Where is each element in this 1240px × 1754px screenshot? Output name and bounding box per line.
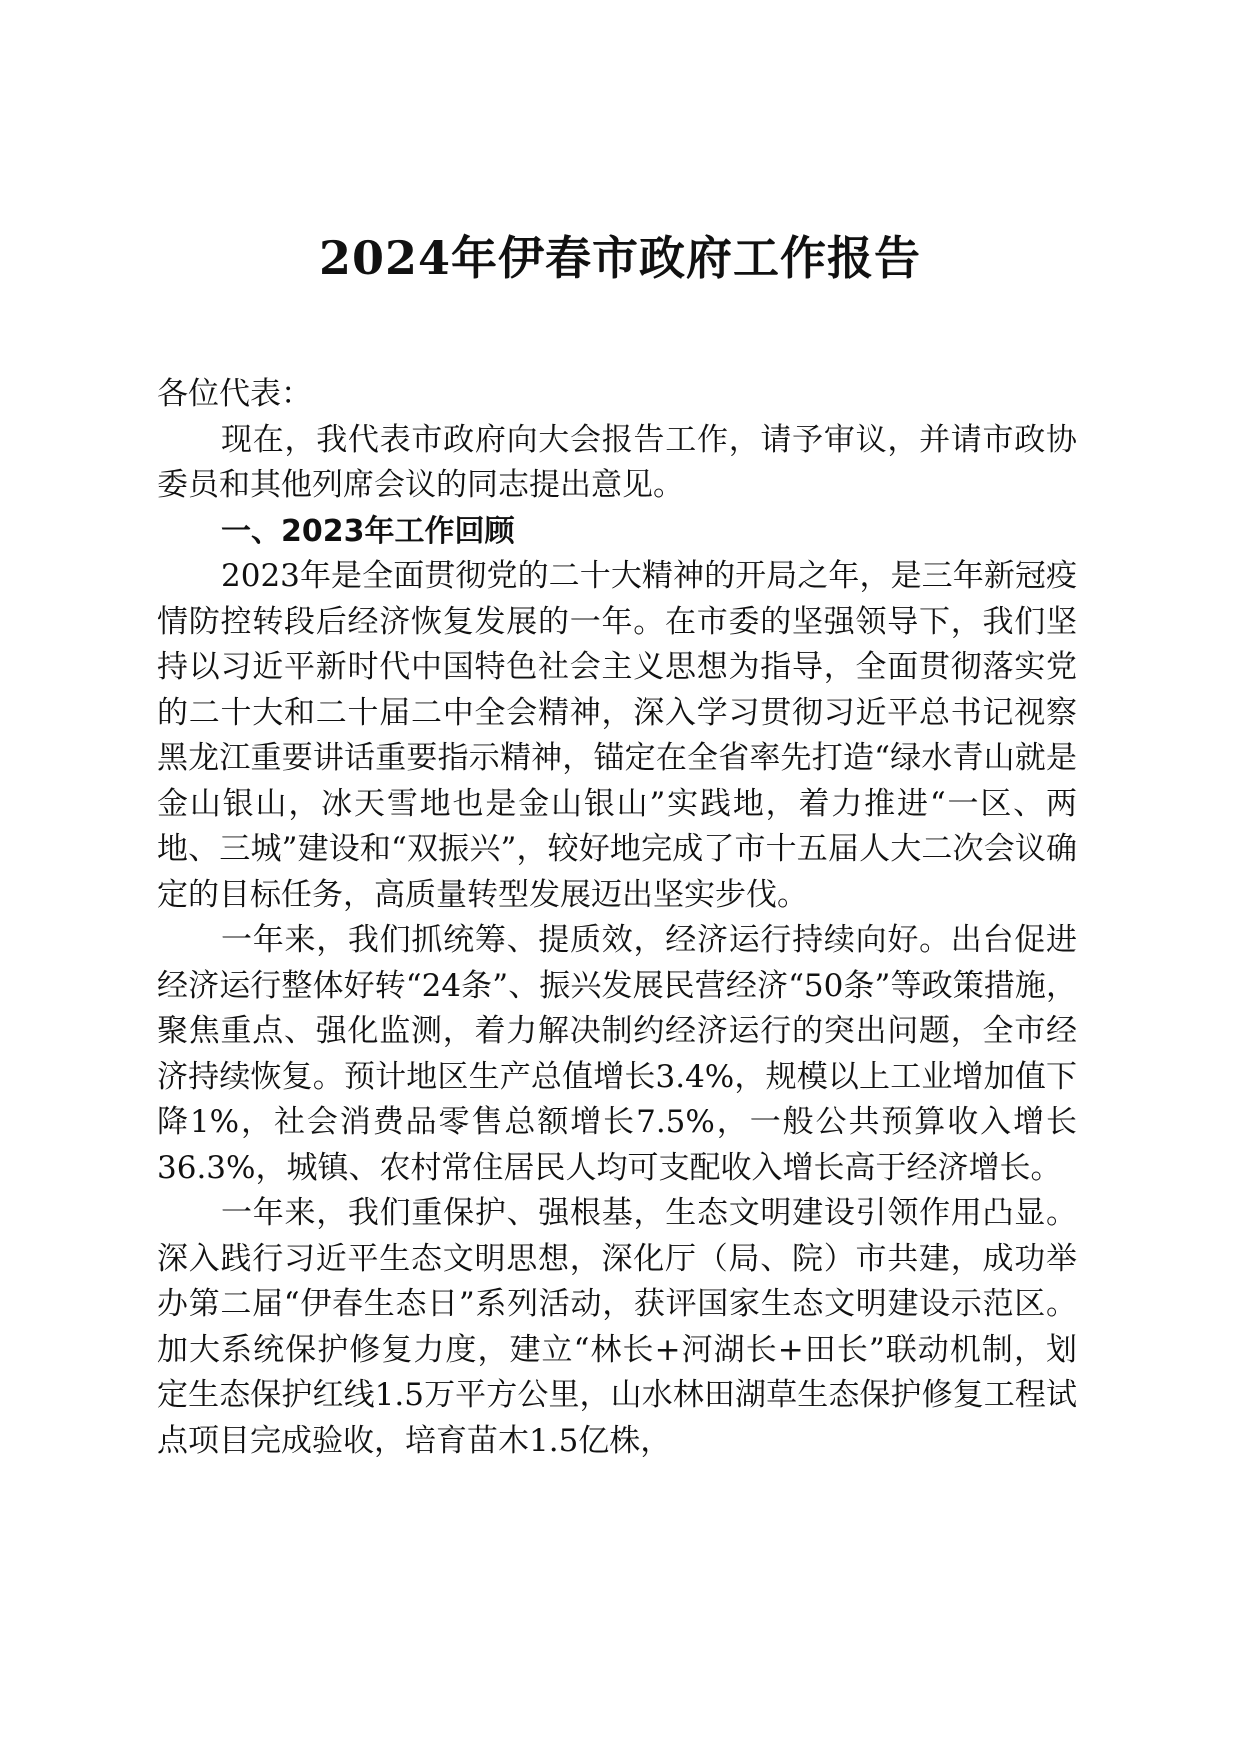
- intro-paragraph: 现在，我代表市政府向大会报告工作，请予审议，并请市政协委员和其他列席会议的同志提出意见。: [157, 421, 1077, 503]
- body-paragraph: 一年来，我们重保护、强根基，生态文明建设引领作用凸显。深入践行习近平生态文明思想，深化厅（局、院）市共建，成功举办第二届“伊春生态日”系列活动，获评国家生态文明建设示范区。加大系统保护修复力度，建立“林长+河湖长+田长”联动机制，划定生态保护红线1.5万平方公里，山水林田湖草生态保护修复工程试点项目完成验收，培育苗木1.5亿株，: [157, 1195, 1077, 1459]
- section-heading: 一、2023年工作回顾: [221, 513, 515, 549]
- body-paragraph: 一年来，我们抓统筹、提质效，经济运行持续向好。出台促进经济运行整体好转“24条”、振兴发展民营经济“50条”等政策措施，聚焦重点、强化监测，着力解决制约经济运行的突出问题，全市经济持续恢复。预计地区生产总值增长3.4%，规模以上工业增加值下降1%，社会消费品零售总额增长7.5%，一般公共预算收入增长36.3%，城镇、农村常住居民人均可支配收入增长高于经济增长。: [157, 922, 1077, 1186]
- body-paragraph: 2023年是全面贯彻党的二十大精神的开局之年，是三年新冠疫情防控转段后经济恢复发展的一年。在市委的坚强领导下，我们坚持以习近平新时代中国特色社会主义思想为指导，全面贯彻落实党的二十大和二十届二中全会精神，深入学习贯彻习近平总书记视察黑龙江重要讲话重要指示精神，锚定在全省率先打造“绿水青山就是金山银山，冰天雪地也是金山银山”实践地，着力推进“一区、两地、三城”建设和“双振兴”，较好地完成了市十五届人大二次会议确定的目标任务，高质量转型发展迈出坚实步伐。: [157, 558, 1077, 913]
- document-body: [157, 372, 1077, 1464]
- salutation: 各位代表：: [157, 376, 312, 412]
- document-title: 2024年伊春市政府工作报告: [318, 231, 922, 285]
